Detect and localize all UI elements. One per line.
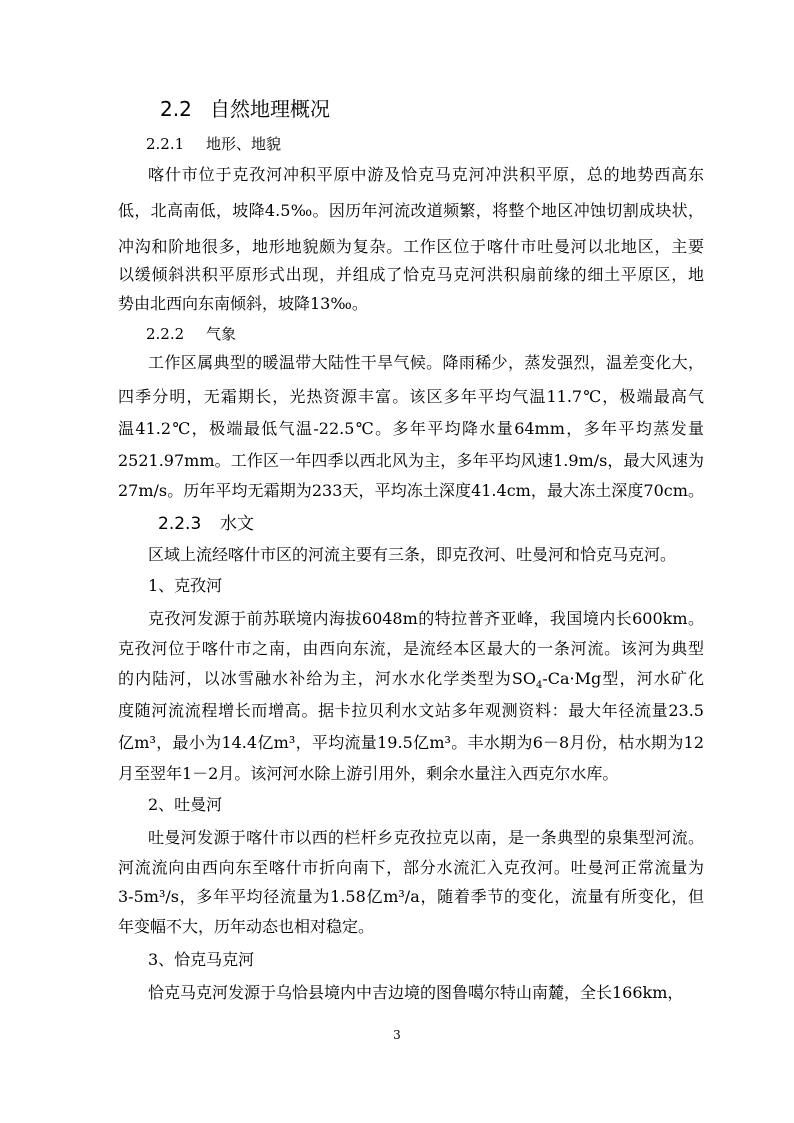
paragraph-line: 月至翌年1－2月。该河河水除上游引用外，剩余水量注入西克尔水库。 (118, 764, 619, 783)
section-heading (160, 96, 330, 122)
paragraph-line: 27m/s。历年平均无霜期为233天，平均冻土深度41.4cm，最大冻土深度70cm。 (118, 481, 704, 500)
paragraph-line: 吐曼河发源于喀什市以西的栏杆乡克孜拉克以南，是一条典型的泉集型河流。 (148, 828, 704, 847)
river-heading: 1、克孜河 (148, 576, 223, 595)
paragraph-line: 冲沟和阶地很多，地形地貌颇为复杂。工作区位于喀什市吐曼河以北地区，主要 (118, 237, 704, 256)
paragraph-line: 恰克马克河发源于乌恰县境内中吉边境的图鲁噶尔特山南麓，全长166km， (148, 983, 684, 1002)
paragraph-line: 势由北西向东南倾斜，坡降13‰。 (118, 294, 368, 313)
subsection-number: 2.2.1 (146, 135, 185, 153)
paragraph-line: 2521.97mm。工作区一年四季以西北风为主，多年平均风速1.9m/s，最大风速为 (118, 451, 704, 470)
paragraph-line: 度随河流流程增长而增高。据卡拉贝利水文站多年观测资料：最大年径流量23.5 (118, 701, 704, 720)
paragraph-line: 3-5m³/s，多年平均径流量为1.58亿m³/a，随着季节的变化，流量有所变化，但 (118, 887, 704, 906)
subsection-title: 气象 (206, 325, 237, 343)
river-heading: 2、吐曼河 (148, 795, 223, 814)
subsection-heading-climate (146, 324, 236, 344)
paragraph-line: 年变幅不大，历年动态也相对稳定。 (118, 917, 375, 936)
subsection-title: 地形、地貌 (206, 135, 282, 153)
subsection-number: 2.2.2 (146, 325, 185, 343)
river-heading: 3、恰克马克河 (148, 950, 255, 969)
paragraph-line: 亿m³，最小为14.4亿m³，平均流量19.5亿m³。丰水期为6－8月份，枯水期为12 (118, 733, 704, 752)
paragraph-line: 以缓倾斜洪积平原形式出现，并组成了恰克马克河洪积扇前缘的细土平原区，地 (118, 265, 704, 284)
section-number: 2.2 (160, 97, 192, 121)
paragraph-line: 四季分明，无霜期长，光热资源丰富。该区多年平均气温11.7℃，极端最高气 (118, 387, 704, 406)
paragraph-line: 克孜河位于喀什市之南，由西向东流，是流经本区最大的一条河流。该河为典型 (118, 639, 704, 658)
subsection-heading-terrain (146, 134, 281, 154)
page-number: 3 (393, 1028, 401, 1042)
paragraph-line: 低，北高南低，坡降4.5‰。因历年河流改道频繁，将整个地区冲蚀切割成块状， (118, 201, 704, 220)
paragraph-line-chem (118, 669, 704, 692)
chem-formula (511, 669, 704, 692)
paragraph-line: 河流流向由西向东至喀什市折向南下，部分水流汇入克孜河。吐曼河正常流量为 (118, 858, 704, 877)
subsection-title: 水文 (220, 514, 254, 534)
text-span: 的内陆河，以冰雪融水补给为主，河水水化学类型为 (118, 669, 512, 688)
paragraph-line: 工作区属典型的暖温带大陆性干旱气候。降雨稀少，蒸发强烈，温差变化大， (148, 353, 704, 372)
subsection-heading-hydrology (158, 513, 254, 535)
paragraph-line: 区域上流经喀什市区的河流主要有三条，即克孜河、吐曼河和恰克马克河。 (148, 545, 677, 564)
paragraph-line: 克孜河发源于前苏联境内海拔6048m的特拉普齐亚峰，我国境内长600km。 (148, 609, 704, 628)
text-span: SO (511, 669, 536, 688)
paragraph-line: 温41.2℃，极端最低气温-22.5℃。多年平均降水量64mm，多年平均蒸发量 (118, 419, 704, 438)
subscript: 4 (535, 680, 543, 692)
text-span: -Ca·Mg型，河水矿化 (542, 669, 704, 688)
subsection-number: 2.2.3 (158, 514, 202, 534)
paragraph-line: 喀什市位于克孜河冲积平原中游及恰克马克河冲洪积平原，总的地势西高东 (148, 165, 704, 184)
section-title: 自然地理概况 (210, 97, 330, 121)
